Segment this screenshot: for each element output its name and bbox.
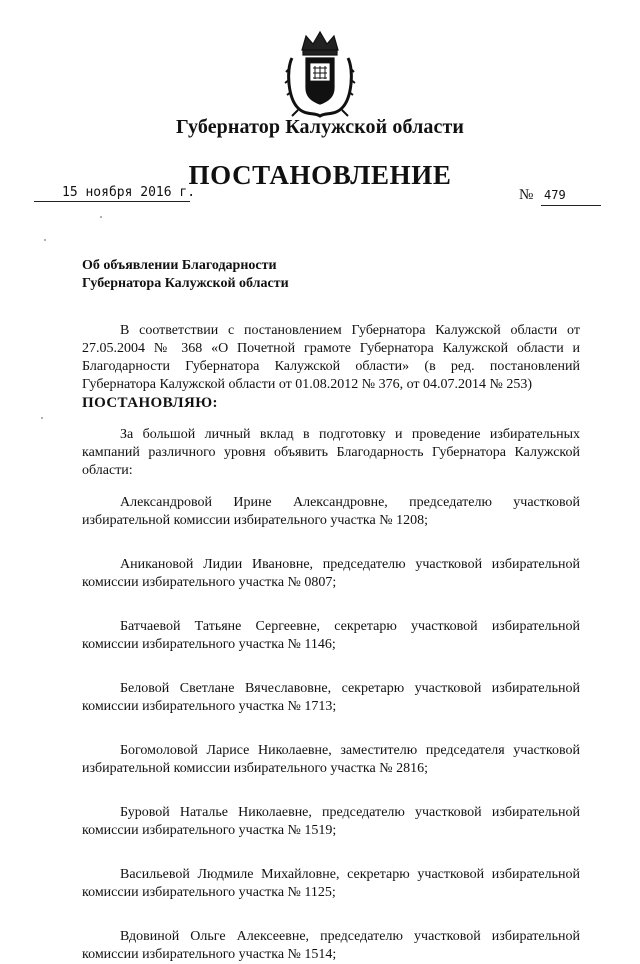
preamble-paragraph: В соответствии с постановлением Губернатора Калужской области от 27.05.2004 № 368 «О Почетной грамоте Губернатора Калужской области и Благодарности Губернатора Калужской области» (в ред. постановлений Губернатора Калужской области от 01.08.2012 № 376, от 04.07.2014 № 253): [82, 323, 580, 392]
recipient-item: Буровой Наталье Николаевне, председателю участковой избирательной комиссии избирательного участка № 1519;: [82, 805, 580, 838]
document-body: [82, 322, 580, 964]
date-underline: [34, 201, 190, 202]
recipient-item: Александровой Ирине Александровне, председателю участковой избирательной комиссии избирательного участка № 1208;: [82, 495, 580, 528]
scan-speck: [44, 239, 46, 241]
scan-speck: [41, 417, 43, 419]
issuing-authority: Губернатор Калужской области: [175, 116, 465, 138]
intro-paragraph: За большой личный вклад в подготовку и проведение избирательных кампаний различного уровня объявить Благодарность Губернатора Калужской области:: [82, 427, 580, 478]
number-underline: [541, 205, 601, 206]
document-date: 15 ноября 2016 г.: [62, 185, 196, 200]
recipient-item: Вдовиной Ольге Алексеевне, председателю участковой избирательной комиссии избирательного участка № 1514;: [82, 929, 580, 962]
scan-speck: [100, 216, 102, 218]
recipient-item: Васильевой Людмиле Михайловне, секретарю участковой избирательной комиссии избирательного участка № 1125;: [82, 867, 580, 900]
document-number: 479: [544, 188, 566, 202]
subject-line-2: Губернатора Калужской области: [82, 276, 289, 291]
document-type-title: ПОСТАНОВЛЕНИЕ: [188, 160, 452, 190]
recipient-item: Богомоловой Ларисе Николаевне, заместителю председателя участковой избирательной комиссии избирательного участка № 2816;: [82, 743, 580, 776]
number-label: №: [519, 187, 534, 203]
document-subject: [82, 257, 402, 293]
recipient-item: Беловой Светлане Вячеславовне, секретарю участковой избирательной комиссии избирательного участка № 1713;: [82, 681, 580, 714]
recipient-item: Аникановой Лидии Ивановне, председателю участковой избирательной комиссии избирательного участка № 0807;: [82, 557, 580, 590]
coat-of-arms-icon: [284, 28, 356, 120]
subject-line-1: Об объявлении Благодарности: [82, 258, 277, 273]
decree-word: ПОСТАНОВЛЯЮ:: [82, 395, 218, 411]
recipient-item: Батчаевой Татьяне Сергеевне, секретарю участковой избирательной комиссии избирательного участка № 1146;: [82, 619, 580, 652]
